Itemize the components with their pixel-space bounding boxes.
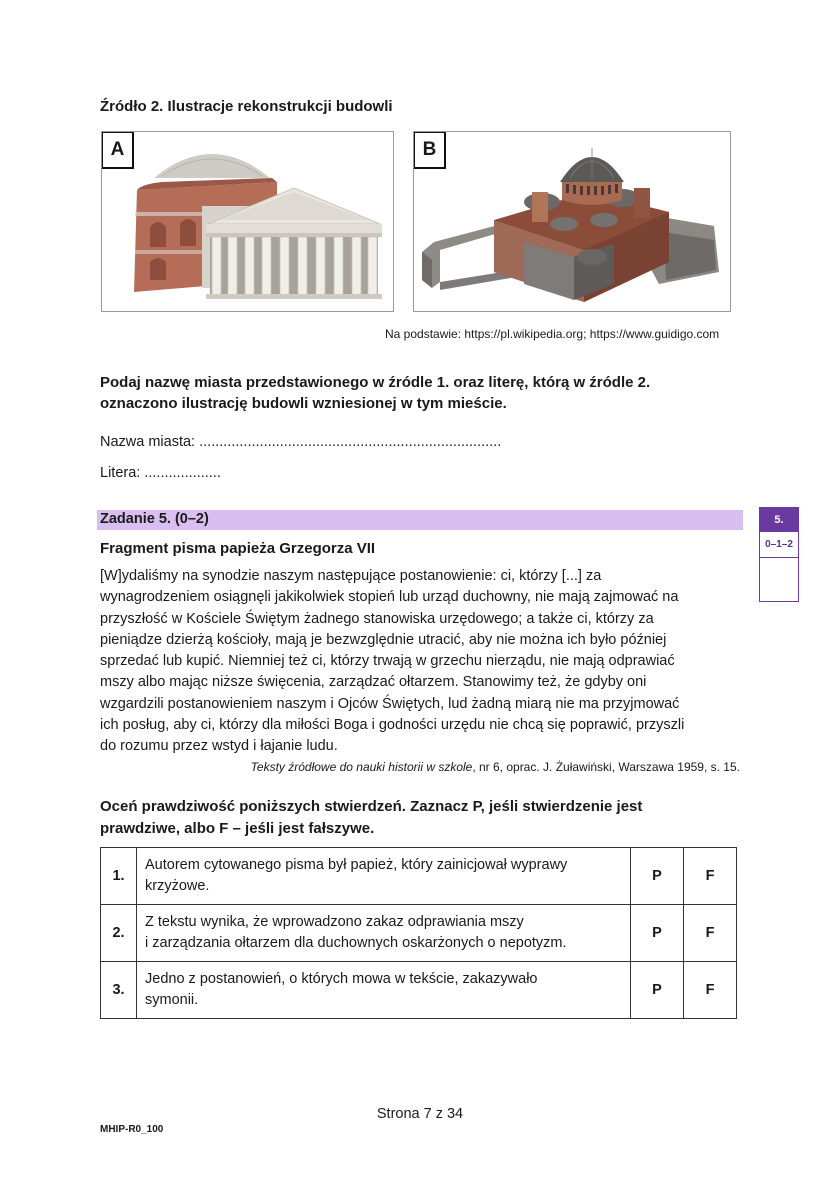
document-code: MHIP-R0_100 xyxy=(100,1124,164,1135)
pantheon-icon xyxy=(102,132,394,312)
score-box xyxy=(759,507,799,602)
citation-details: , nr 6, oprac. J. Żuławiński, Warszawa 1959, s. 15. xyxy=(472,760,740,774)
statement-text xyxy=(137,848,631,905)
table-row xyxy=(101,962,737,1019)
hagia-sophia-icon xyxy=(414,132,731,312)
statement-line: symonii. xyxy=(145,992,199,1008)
letter-answer-field[interactable]: Litera: ................... xyxy=(100,465,221,481)
fragment-line: mszy albo mając niższe święcenia, zarządzać ołtarzem. Stanowimy też, że gdyby oni xyxy=(100,674,647,691)
fragment-text xyxy=(100,566,740,758)
option-p[interactable]: P xyxy=(631,905,684,962)
statement-number: 3. xyxy=(101,962,137,1019)
question2-line2: prawdziwe, albo F – jeśli jest fałszywe. xyxy=(100,820,375,837)
table-row xyxy=(101,848,737,905)
statement-line: Z tekstu wynika, że wprowadzono zakaz odprawiania mszy xyxy=(145,914,524,930)
fragment-title: Fragment pisma papieża Grzegorza VII xyxy=(100,540,376,557)
image-b-letter: B xyxy=(413,131,446,169)
question1-line2: oznaczono ilustrację budowli wzniesionej w tym mieście. xyxy=(100,395,507,412)
source-title: Źródło 2. Ilustracje rekonstrukcji budowli xyxy=(100,98,393,115)
task-header-bar xyxy=(97,510,743,530)
city-answer-field[interactable]: Nazwa miasta: ........................................................................... xyxy=(100,434,502,450)
score-task-number: 5. xyxy=(760,508,798,532)
task-title: Zadanie 5. (0–2) xyxy=(100,511,209,527)
fragment-line: wynagrodzeniem osiągnęli jakikolwiek stopień lub urząd duchowny, nie mają zajmować na xyxy=(100,589,679,606)
statement-number: 2. xyxy=(101,905,137,962)
image-a-box xyxy=(101,131,394,312)
question2-prompt xyxy=(100,796,720,840)
statement-text xyxy=(137,905,631,962)
option-p[interactable]: P xyxy=(631,848,684,905)
page-number: Strona 7 z 34 xyxy=(376,1106,464,1122)
image-b-box xyxy=(413,131,731,312)
option-f[interactable]: F xyxy=(684,962,737,1019)
statement-line: Jedno z postanowień, o których mowa w tekście, zakazywało xyxy=(145,971,538,987)
statement-number: 1. xyxy=(101,848,137,905)
question1-line1: Podaj nazwę miasta przedstawionego w źródle 1. oraz literę, którą w źródle 2. xyxy=(100,374,651,391)
fragment-line: przyszłość w Kościele Świętym żadnego stanowiska urzędowego; a także ci, którzy za xyxy=(100,610,654,627)
option-p[interactable]: P xyxy=(631,962,684,1019)
fragment-line: ich posług, aby ci, którzy dla miłości Boga i godności urzędu nie chcą się poprawić, przyszli xyxy=(100,717,685,734)
option-f[interactable]: F xyxy=(684,905,737,962)
fragment-line: sprzedać lub kupić. Niemniej też ci, którzy trwają w grzechu nierządu, nie mają odprawiać xyxy=(100,653,675,670)
option-f[interactable]: F xyxy=(684,848,737,905)
table-row xyxy=(101,905,737,962)
true-false-table xyxy=(100,847,737,1019)
fragment-line: wzgardzili postanowieniem naszym i Ojców Świętych, lud żadną miarą nie ma przyjmować xyxy=(100,695,680,712)
fragment-line: [W]ydaliśmy na synodzie naszym następujące postanowienie: ci, którzy [...] za xyxy=(100,568,602,584)
question1-prompt xyxy=(100,372,700,414)
fragment-line: do rozumu przez wstyd i łajanie ludu. xyxy=(100,738,338,755)
statement-line: Autorem cytowanego pisma był papież, który zainicjował wyprawy xyxy=(145,857,568,873)
source-credit: Na podstawie: https://pl.wikipedia.org; https://www.guidigo.com xyxy=(385,327,720,341)
statement-line: krzyżowe. xyxy=(145,878,210,894)
image-a-letter: A xyxy=(101,131,134,169)
score-entry-cell[interactable] xyxy=(760,558,798,600)
fragment-citation xyxy=(100,760,740,774)
question2-line1: Oceń prawdziwość poniższych stwierdzeń. Zaznacz P, jeśli stwierdzenie jest xyxy=(100,798,643,815)
score-range: 0–1–2 xyxy=(760,532,798,558)
citation-title: Teksty źródłowe do nauki historii w szkole xyxy=(250,760,473,774)
statement-line: i zarządzania ołtarzem dla duchownych oskarżonych o nepotyzm. xyxy=(145,935,567,951)
statement-text xyxy=(137,962,631,1019)
fragment-line: pieniądze dzierżą kościoły, mają je bezwzględnie utracić, aby nie można ich było później xyxy=(100,631,667,648)
